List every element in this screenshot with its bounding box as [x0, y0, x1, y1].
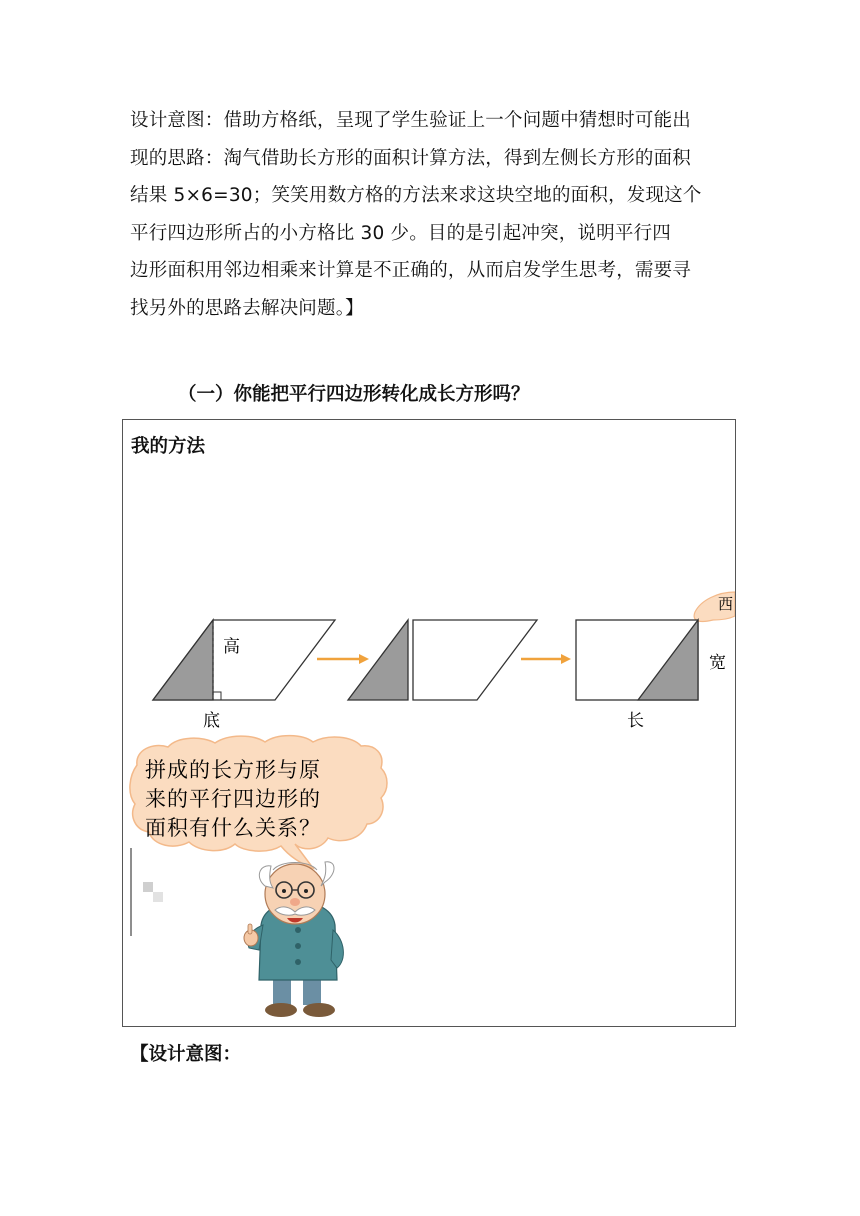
paragraph-line: 平行四边形所占的小方格比 30 少。目的是引起冲突，说明平行四 — [130, 222, 672, 244]
speech-bubble — [130, 736, 387, 868]
label-width: 宽 — [709, 653, 726, 673]
label-base: 底 — [203, 711, 220, 731]
bubble-fragment-text: 西 — [718, 595, 734, 613]
small-square-icon — [143, 882, 153, 892]
bubble-line: 面积有什么关系？ — [145, 816, 321, 840]
paragraph-line: 结果 5×6=30；笑笑用数方格的方法来求这块空地的面积，发现这个 — [130, 185, 702, 206]
resulting-rectangle — [576, 620, 726, 731]
arrow-right-icon — [317, 654, 369, 664]
paragraph-line: 找另外的思路去解决问题。】 — [130, 297, 364, 319]
bubble-line: 来的平行四边形的 — [145, 787, 321, 811]
section-heading: （一）你能把平行四边形转化成长方形吗？ — [178, 384, 530, 405]
paragraph-line: 设计意图：借助方格纸，呈现了学生验证上一个问题中猜想时可能出 — [130, 110, 692, 131]
original-parallelogram — [153, 620, 335, 731]
paragraph-line: 现的思路：淘气借助长方形的面积计算方法，得到左侧长方形的面积 — [130, 147, 692, 169]
paragraph-line: 边形面积用邻边相乘来计算是不正确的，从而启发学生思考，需要寻 — [130, 260, 692, 281]
arrow-right-icon — [521, 654, 571, 664]
label-length: 长 — [627, 711, 644, 731]
cut-off-bubble — [694, 592, 735, 621]
design-intent-paragraph — [130, 102, 735, 327]
professor-character — [244, 862, 343, 1017]
closing-design-intent-label: 【设计意图： — [130, 1044, 242, 1065]
method-box — [122, 419, 736, 1027]
parallelogram-to-rectangle-figure — [123, 420, 735, 1026]
bubble-line: 拼成的长方形与原 — [145, 758, 321, 782]
method-box-title: 我的方法 — [131, 436, 206, 457]
label-height: 高 — [223, 637, 240, 657]
cut-pieces — [348, 620, 537, 700]
